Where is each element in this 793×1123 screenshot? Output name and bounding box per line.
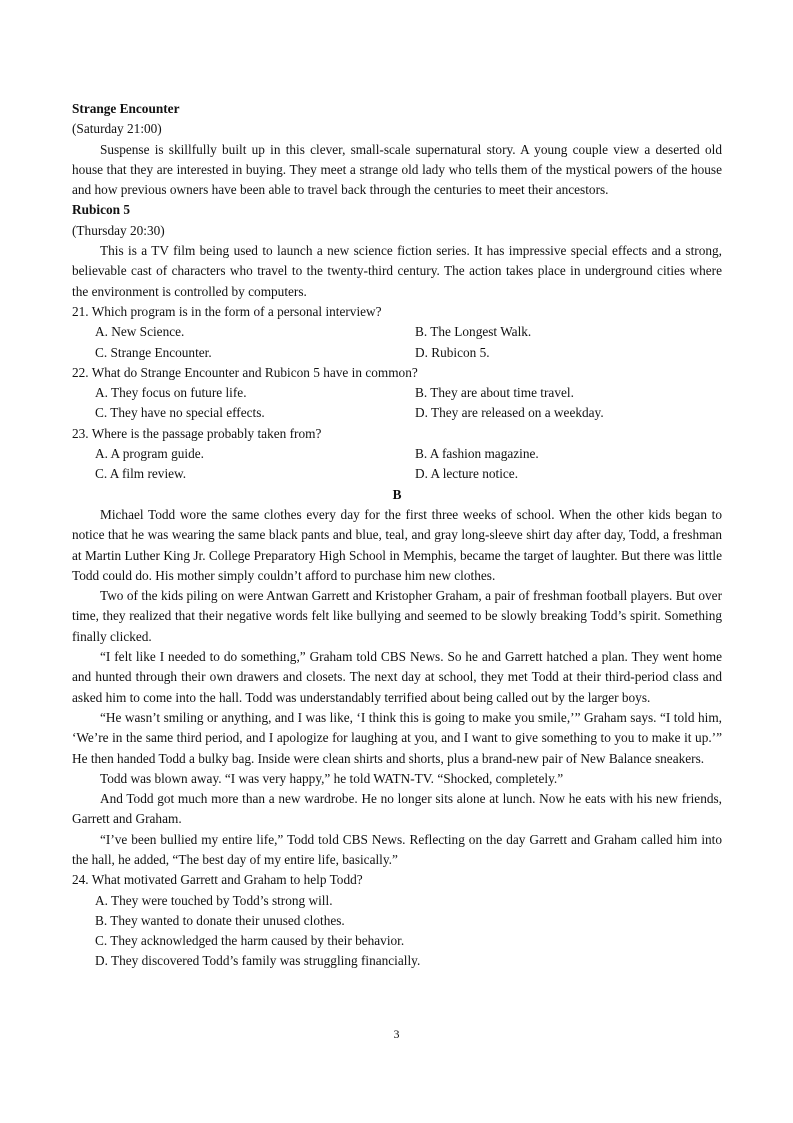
question-24-option-a: A. They were touched by Todd’s strong will.	[95, 892, 333, 908]
document-page	[72, 99, 722, 972]
question-22-stem: 22. What do Strange Encounter and Rubicon 5 have in common?	[72, 364, 418, 380]
question-22-options-row-1	[72, 383, 722, 403]
passage-b-paragraph-6: And Todd got much more than a new wardrobe. He no longer sits alone at lunch. Now he eats with his new friends, Garrett and Graham.	[72, 791, 722, 827]
program-description-strange-encounter: Suspense is skillfully built up in this clever, small-scale supernatural story. A young couple view a deserted old house that they are interested in buying. They meet a strange old lady who tells them of the mystical powers of the house and how previous owners have been able to travel back through the centuries to meet their ancestors.	[72, 141, 722, 198]
program-title-strange-encounter: Strange Encounter	[72, 101, 180, 116]
question-21-option-b: B. The Longest Walk.	[415, 324, 532, 340]
question-23-options-row-2	[72, 464, 722, 484]
passage-b-paragraph-1: Michael Todd wore the same clothes every day for the first three weeks of school. When the other kids began to notice that he was wearing the same black pants and blue, teal, and gray long-sleeve shirt day after day, Todd, a freshman at Martin Luther King Jr. College Preparatory High School in Memphis, became the target of laughter. But there was little Todd could do. His mother simply couldn’t afford to purchase him new clothes.	[72, 506, 722, 583]
question-23-option-c: C. A film review.	[95, 466, 187, 482]
question-22-option-a: A. They focus on future life.	[95, 385, 247, 401]
question-23-option-b: B. A fashion magazine.	[415, 446, 539, 462]
question-21-options-row-1	[72, 322, 722, 342]
page-number: 3	[393, 1027, 400, 1041]
question-22-option-b: B. They are about time travel.	[415, 385, 574, 401]
question-21-options-row-2	[72, 343, 722, 363]
passage-b-paragraph-7: “I’ve been bullied my entire life,” Todd told CBS News. Reflecting on the day Garrett and Graham called him into the hall, he added, “The best day of my entire life, basically.”	[72, 831, 722, 867]
question-22-option-c: C. They have no special effects.	[95, 405, 265, 421]
passage-b-paragraph-3: “I felt like I needed to do something,” Graham told CBS News. So he and Garrett hatched a plan. They went home and hunted through their own drawers and closets. The next day at school, they met Todd at their third-period class and asked him to come into the hall. Todd was understandably terrified about being called out by the larger boys.	[72, 649, 722, 705]
question-21-option-d: D. Rubicon 5.	[415, 344, 490, 360]
passage-b-paragraph-5: Todd was blown away. “I was very happy,” he told WATN-TV. “Shocked, completely.”	[100, 770, 564, 786]
question-21-option-c: C. Strange Encounter.	[95, 344, 212, 360]
passage-b-paragraph-4: “He wasn’t smiling or anything, and I was like, ‘I think this is going to make you smile,’” Graham says. “I told him, ‘We’re in the same third period, and I apologize for laughing at you, and I want to give something to you to make it up.’” He then handed Todd a bulky bag. Inside were clean shirts and shorts, plus a brand-new pair of New Balance sneakers.	[72, 709, 722, 766]
program-time-rubicon-5: (Thursday 20:30)	[72, 222, 165, 238]
question-22-option-d: D. They are released on a weekday.	[415, 405, 604, 421]
question-23-options-row-1	[72, 444, 722, 464]
program-title-rubicon-5: Rubicon 5	[72, 202, 131, 218]
question-21-stem: 21. Which program is in the form of a personal interview?	[72, 303, 382, 319]
question-23-option-d: D. A lecture notice.	[415, 466, 519, 482]
question-21-option-a: A. New Science.	[95, 324, 185, 340]
program-description-rubicon-5: This is a TV film being used to launch a new science fiction series. It has impressive special effects and a strong, believable cast of characters who travel to the twenty-third century. The action takes place in underground cities where the environment is controlled by computers.	[72, 243, 722, 299]
passage-b-paragraph-2: Two of the kids piling on were Antwan Garrett and Kristopher Graham, a pair of freshman football players. But over time, they realized that their negative words felt like bullying and seemed to be slowly breaking Todd’s spirit. Something finally clicked.	[72, 588, 722, 644]
question-22-options-row-2	[72, 403, 722, 423]
question-23-option-a: A. A program guide.	[95, 446, 204, 462]
section-b-heading: B	[392, 486, 402, 502]
program-time-strange-encounter: (Saturday 21:00)	[72, 121, 162, 137]
question-24-option-c: C. They acknowledged the harm caused by their behavior.	[95, 933, 405, 949]
question-24-stem: 24. What motivated Garrett and Graham to help Todd?	[72, 872, 363, 888]
question-24-option-d: D. They discovered Todd’s family was struggling financially.	[95, 953, 421, 969]
question-24-option-b: B. They wanted to donate their unused clothes.	[95, 912, 345, 928]
question-23-stem: 23. Where is the passage probably taken from?	[72, 425, 322, 441]
